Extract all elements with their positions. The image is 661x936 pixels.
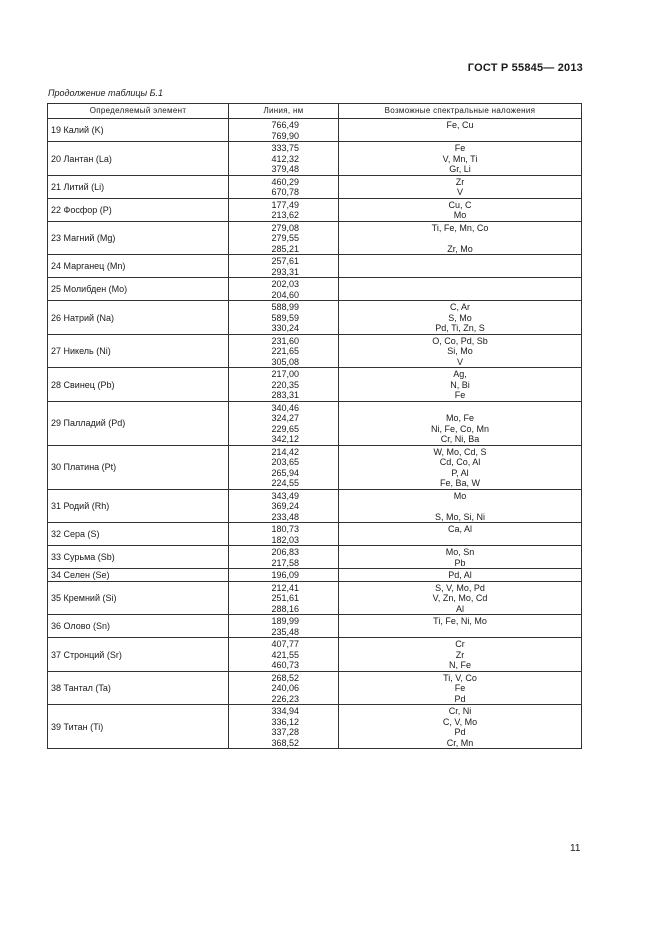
overlap-entry: Cd, Co, Al	[439, 457, 481, 467]
wavelength-value: 182,03	[271, 534, 299, 545]
overlaps-cell	[339, 368, 582, 402]
overlap-entry: Pd	[454, 727, 466, 737]
wavelength-value: 240,06	[271, 683, 299, 693]
overlap-entry: Fe	[454, 683, 466, 693]
spectral-lines-table	[47, 103, 582, 749]
overlap-entry: Fe, Ba, W	[439, 478, 480, 488]
wavelength-value: 196,09	[271, 570, 299, 580]
overlap-entry: Mo	[453, 210, 467, 220]
table-body	[48, 119, 582, 749]
table-row	[48, 221, 582, 255]
wavelength-value: 206,83	[271, 547, 299, 557]
element-name-cell: 36 Олово (Sn)	[48, 615, 229, 638]
table-row	[48, 198, 582, 221]
overlaps-cell	[339, 445, 582, 489]
wavelength-cell	[229, 368, 339, 402]
wavelength-value: 214,42	[271, 446, 299, 457]
overlaps-cell	[339, 401, 582, 445]
table-row	[48, 445, 582, 489]
table-row	[48, 546, 582, 569]
wavelength-value: 268,52	[271, 672, 299, 683]
wavelength-value: 333,75	[271, 143, 299, 153]
overlap-entry: Zr	[455, 176, 465, 187]
wavelength-cell	[229, 445, 339, 489]
wavelength-value: 233,48	[271, 511, 299, 522]
wavelength-value: 212,41	[271, 582, 299, 593]
overlap-entry: Cr, Ni	[448, 706, 472, 716]
wavelength-value: 213,62	[271, 210, 299, 220]
overlap-entry: C, Ar	[449, 302, 470, 312]
overlap-entry: V, Mn, Ti	[442, 153, 478, 164]
element-name-cell: 28 Свинец (Pb)	[48, 368, 229, 402]
column-header-line: Линия, нм	[229, 104, 339, 119]
element-name-cell: 27 Никель (Ni)	[48, 334, 229, 368]
wavelength-cell	[229, 638, 339, 672]
overlap-entry	[342, 233, 578, 244]
overlap-entry: Cr, Ni, Ba	[440, 434, 480, 444]
table-row	[48, 368, 582, 402]
overlap-entry: Pd	[454, 693, 466, 704]
overlaps-cell	[339, 278, 582, 301]
overlap-entry: C, V, Mo	[442, 716, 478, 727]
element-name-cell: 20 Лантан (La)	[48, 142, 229, 176]
overlap-entry: Cu, C	[448, 199, 472, 210]
wavelength-value: 285,21	[271, 243, 299, 254]
wavelength-value: 279,55	[271, 233, 299, 243]
element-name-cell: 31 Родий (Rh)	[48, 489, 229, 523]
overlap-entry: P, Al	[451, 467, 469, 478]
overlap-entry: N, Bi	[450, 379, 470, 390]
table-row	[48, 255, 582, 278]
wavelength-value: 330,24	[271, 323, 299, 333]
overlap-entry: Pb	[454, 557, 466, 568]
table-row	[48, 705, 582, 749]
overlap-entry: S, V, Mo, Pd	[435, 582, 485, 593]
element-name-cell: 22 Фосфор (P)	[48, 198, 229, 221]
overlaps-cell	[339, 142, 582, 176]
wavelength-value: 226,23	[271, 693, 299, 704]
overlap-entry: Si, Mo	[447, 346, 473, 356]
overlap-entry: O, Co, Pd, Sb	[432, 335, 488, 346]
table-row	[48, 638, 582, 672]
overlap-entry: V	[456, 187, 463, 197]
table-row	[48, 401, 582, 445]
wavelength-value: 670,78	[271, 187, 299, 197]
element-name-cell: 32 Сера (S)	[48, 523, 229, 546]
overlap-entry: Cr	[455, 639, 465, 649]
overlaps-cell	[339, 615, 582, 638]
wavelength-cell	[229, 671, 339, 705]
wavelength-value: 229,65	[271, 423, 299, 434]
wavelength-value: 251,61	[271, 593, 299, 603]
wavelength-value: 343,49	[271, 490, 299, 501]
overlap-entry: Fe	[454, 143, 466, 153]
column-header-overlaps: Возможные спектральные наложения	[339, 104, 582, 119]
overlap-entry	[342, 501, 578, 512]
wavelength-value: 220,35	[271, 379, 299, 390]
wavelength-value: 340,46	[271, 402, 299, 413]
wavelength-value: 769,90	[271, 130, 299, 141]
wavelength-value: 217,00	[271, 369, 299, 379]
wavelength-value: 336,12	[271, 716, 299, 727]
wavelength-value: 224,55	[271, 478, 299, 488]
table-row	[48, 175, 582, 198]
wavelength-value: 407,77	[271, 639, 299, 649]
table-row	[48, 581, 582, 615]
wavelength-value: 231,60	[271, 335, 299, 346]
wavelength-cell	[229, 142, 339, 176]
table-row	[48, 569, 582, 582]
overlaps-cell	[339, 523, 582, 546]
table-caption: Продолжение таблицы Б.1	[48, 88, 164, 98]
wavelength-value: 177,49	[271, 199, 299, 210]
wavelength-value: 421,55	[271, 649, 299, 660]
element-name-cell: 24 Марганец (Mn)	[48, 255, 229, 278]
standard-designation: ГОСТ Р 55845— 2013	[467, 62, 583, 74]
overlap-entry: Ni, Fe, Co, Mn	[430, 423, 489, 434]
element-name-cell: 35 Кремний (Si)	[48, 581, 229, 615]
wavelength-value: 589,59	[271, 312, 299, 323]
wavelength-cell	[229, 569, 339, 582]
table-row	[48, 119, 582, 142]
wavelength-value: 293,31	[271, 266, 299, 277]
element-name-cell: 29 Палладий (Pd)	[48, 401, 229, 445]
overlap-entry: Zr, Mo	[447, 243, 473, 254]
overlaps-cell	[339, 175, 582, 198]
element-name-cell: 21 Литий (Li)	[48, 175, 229, 198]
wavelength-value: 217,58	[271, 557, 299, 568]
table-row	[48, 615, 582, 638]
wavelength-value: 204,60	[271, 289, 299, 300]
wavelength-value: 235,48	[271, 626, 299, 637]
overlap-entry: Ti, Fe, Mn, Co	[431, 222, 489, 233]
overlap-entry: S, Mo, Si, Ni	[434, 511, 485, 522]
overlap-entry: Mo	[453, 490, 467, 501]
wavelength-value: 257,61	[271, 256, 299, 266]
overlap-entry: Pd, Ti, Zn, S	[435, 323, 485, 333]
wavelength-value: 369,24	[271, 501, 299, 511]
wavelength-cell	[229, 546, 339, 569]
wavelength-value: 588,99	[271, 302, 299, 312]
overlap-entry: Gr, Li	[449, 164, 471, 174]
wavelength-cell	[229, 705, 339, 749]
overlap-entry: Ti, V, Co	[443, 672, 477, 683]
overlap-entry: Fe	[454, 390, 466, 400]
wavelength-value: 279,08	[271, 222, 299, 233]
table-row	[48, 142, 582, 176]
element-name-cell: 33 Сурьма (Sb)	[48, 546, 229, 569]
overlap-entry: Ca, Al	[447, 524, 472, 534]
wavelength-value: 412,32	[271, 153, 299, 164]
overlap-entry: Al	[455, 603, 464, 614]
wavelength-cell	[229, 221, 339, 255]
table-row	[48, 278, 582, 301]
wavelength-cell	[229, 523, 339, 546]
overlap-entry: Zr	[455, 649, 465, 660]
overlap-entry: Fe, Cu	[446, 120, 474, 130]
wavelength-value: 265,94	[271, 467, 299, 478]
table-row	[48, 523, 582, 546]
table-row	[48, 489, 582, 523]
wavelength-value: 379,48	[271, 164, 299, 174]
wavelength-cell	[229, 255, 339, 278]
wavelength-cell	[229, 489, 339, 523]
wavelength-value: 189,99	[271, 616, 299, 626]
wavelength-value: 460,29	[271, 176, 299, 187]
wavelength-cell	[229, 175, 339, 198]
wavelength-cell	[229, 119, 339, 142]
overlap-entry: Ag,	[453, 369, 467, 379]
wavelength-value: 288,16	[271, 603, 299, 614]
overlaps-cell	[339, 119, 582, 142]
element-name-cell: 37 Стронций (Sr)	[48, 638, 229, 672]
overlaps-cell	[339, 198, 582, 221]
overlaps-cell	[339, 301, 582, 335]
wavelength-value: 368,52	[271, 737, 299, 748]
table-row	[48, 301, 582, 335]
wavelength-value: 342,12	[271, 434, 299, 444]
overlaps-cell	[339, 705, 582, 749]
wavelength-value: 202,03	[271, 279, 299, 289]
overlap-entry: Mo, Sn	[445, 547, 475, 557]
overlap-entry: V, Zn, Mo, Cd	[432, 593, 488, 603]
overlap-entry: N, Fe	[448, 660, 471, 670]
element-name-cell: 39 Титан (Ti)	[48, 705, 229, 749]
overlap-entry: Cr, Mn	[446, 737, 474, 748]
wavelength-value: 283,31	[271, 390, 299, 400]
overlap-entry: V	[456, 356, 463, 367]
element-name-cell: 25 Молибден (Mo)	[48, 278, 229, 301]
overlaps-cell	[339, 546, 582, 569]
table-row	[48, 671, 582, 705]
wavelength-value: 221,65	[271, 346, 299, 356]
wavelength-cell	[229, 401, 339, 445]
column-header-element: Определяемый элемент	[48, 104, 229, 119]
overlaps-cell	[339, 334, 582, 368]
overlap-entry: Pd, Al	[448, 570, 472, 580]
element-name-cell: 23 Магний (Mg)	[48, 221, 229, 255]
table-row	[48, 334, 582, 368]
overlaps-cell	[339, 489, 582, 523]
overlap-entry: Ti, Fe, Ni, Mo	[433, 616, 487, 626]
wavelength-cell	[229, 198, 339, 221]
wavelength-cell	[229, 278, 339, 301]
element-name-cell: 34 Селен (Se)	[48, 569, 229, 582]
wavelength-cell	[229, 581, 339, 615]
wavelength-value: 180,73	[271, 524, 299, 534]
overlap-entry: S, Mo	[448, 312, 472, 323]
wavelength-cell	[229, 615, 339, 638]
page-number: 11	[570, 843, 581, 854]
wavelength-cell	[229, 301, 339, 335]
element-name-cell: 26 Натрий (Na)	[48, 301, 229, 335]
overlap-entry: W, Mo, Cd, S	[433, 446, 487, 457]
overlaps-cell	[339, 569, 582, 582]
wavelength-value: 305,08	[271, 356, 299, 367]
wavelength-cell	[229, 334, 339, 368]
element-name-cell: 38 Тантал (Ta)	[48, 671, 229, 705]
element-name-cell: 30 Платина (Pt)	[48, 445, 229, 489]
table-header-row	[48, 104, 582, 119]
overlaps-cell	[339, 581, 582, 615]
wavelength-value: 460,73	[271, 660, 299, 670]
overlap-entry: Mo, Fe	[445, 413, 474, 423]
overlaps-cell	[339, 221, 582, 255]
overlaps-cell	[339, 255, 582, 278]
wavelength-value: 324,27	[271, 413, 299, 423]
wavelength-value: 334,94	[271, 706, 299, 716]
wavelength-value: 337,28	[271, 727, 299, 737]
wavelength-value: 203,65	[271, 457, 299, 467]
overlaps-cell	[339, 671, 582, 705]
overlaps-cell	[339, 638, 582, 672]
wavelength-value: 766,49	[271, 120, 299, 130]
element-name-cell: 19 Калий (K)	[48, 119, 229, 142]
overlap-entry	[342, 403, 578, 414]
